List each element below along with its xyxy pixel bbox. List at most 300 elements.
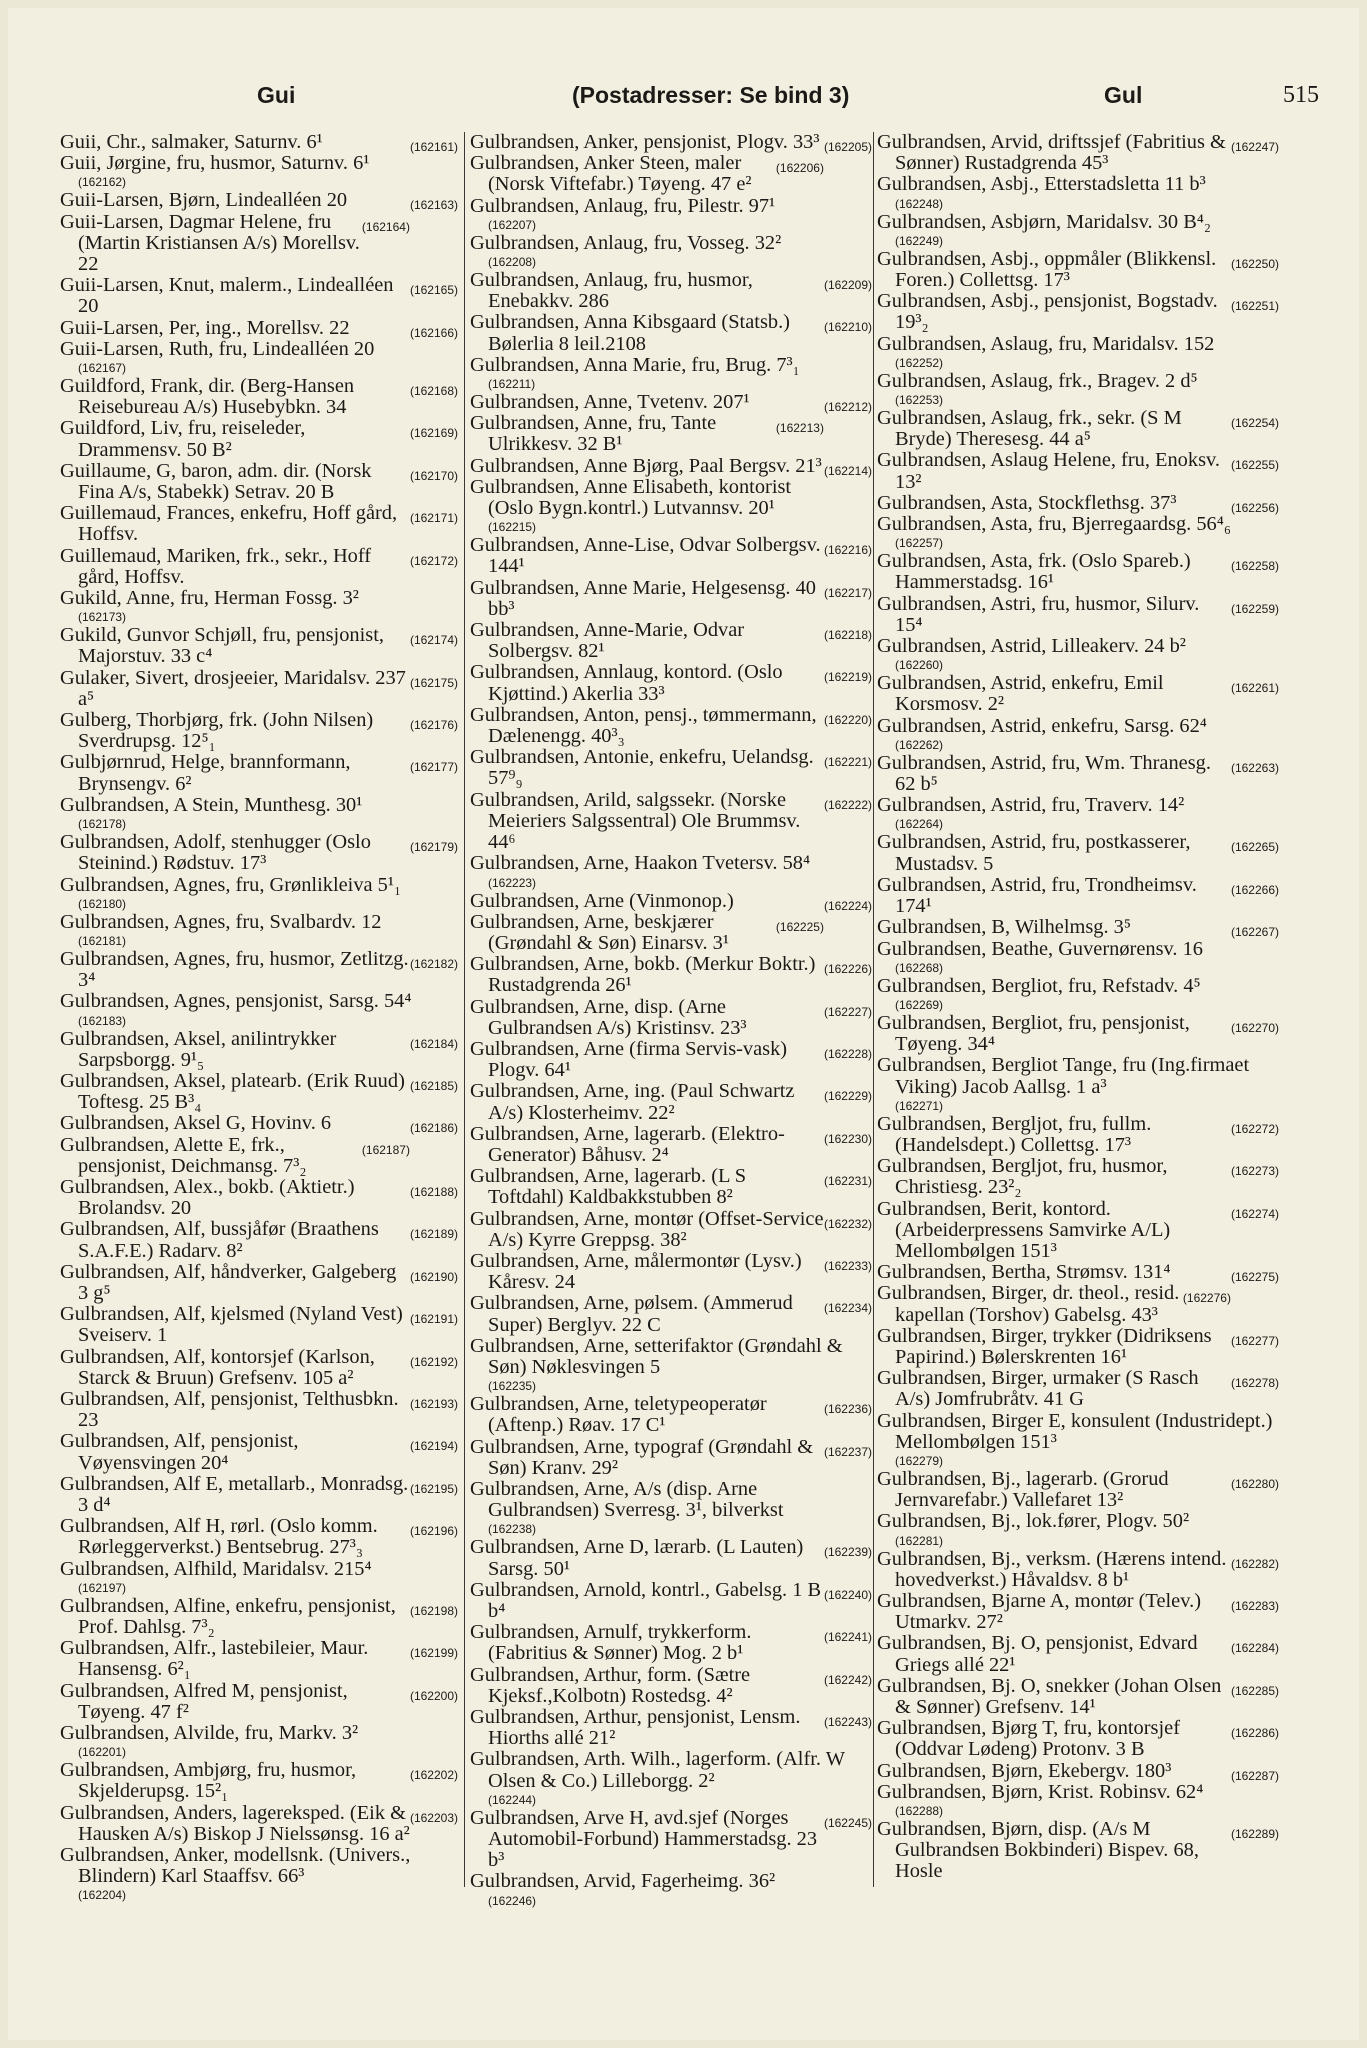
directory-entry <box>470 1871 872 1908</box>
directory-entry <box>877 636 1279 673</box>
entry-text: Gulbrandsen, Alette E, frk., pensjonist, Deichmansg. 7³₂ <box>60 1133 307 1177</box>
entry-code: (162266) <box>1230 882 1279 897</box>
entry-code: (162211) <box>488 377 536 392</box>
directory-entry <box>60 1135 458 1177</box>
entry-text: Gulbrandsen, Astrid, fru, Traverv. 14² <box>877 794 1185 817</box>
entry-code: (162265) <box>1230 840 1279 855</box>
directory-entry <box>877 1676 1279 1718</box>
entry-text: Gulbrandsen, Alf, kjelsmed (Nyland Vest) Sveiserv. 1 <box>60 1303 403 1347</box>
column-divider <box>464 132 465 1887</box>
entry-text: Gulbrandsen, Alf, pensjonist, Telthusbkn. 23 <box>60 1387 399 1432</box>
entry-text: Gulaker, Sivert, drosjeeier, Maridalsv. 237 a⁵ <box>60 666 406 710</box>
entry-code: (162184) <box>409 1036 458 1051</box>
entry-code: (162218) <box>823 628 872 643</box>
entry-code: (162244) <box>488 1792 537 1807</box>
directory-entry <box>60 588 458 625</box>
entry-text: Guildford, Liv, fru, reiseleder, Drammensv. 50 B² <box>60 417 306 461</box>
entry-text: Gulbrandsen, Arne, montør (Offset-Service A/s) Kyrre Greppsg. 38² <box>470 1207 824 1251</box>
entry-text: Gulbrandsen, Bj. O, snekker (Johan Olsen & Sønner) Grefsenv. 14¹ <box>877 1674 1222 1718</box>
entry-text: Gulbrandsen, Aslaug, fru, Maridalsv. 152 <box>877 332 1215 355</box>
entry-text: Gulbrandsen, A Stein, Munthesg. 30¹ <box>60 793 363 816</box>
entry-text: Gulbjørnrud, Helge, brannformann, Brynsengv. 6² <box>60 751 351 795</box>
entry-code: (162171) <box>409 511 458 526</box>
directory-entry <box>877 1055 1279 1113</box>
directory-entry <box>877 594 1279 636</box>
entry-code: (162199) <box>409 1646 458 1661</box>
entry-code: (162169) <box>409 426 458 441</box>
entry-code: (162212) <box>823 400 872 415</box>
directory-entry <box>470 891 872 912</box>
column-2 <box>470 131 872 1908</box>
entry-text: Gulbrandsen, Anlaug, fru, husmor, Enebakkv. 286 <box>470 269 753 313</box>
entry-text: Gulbrandsen, Agnes, fru, husmor, Zetlitzg. 3⁴ <box>60 947 409 992</box>
directory-entry <box>877 1156 1279 1198</box>
entry-text: Gulbrandsen, Arne, beskjærer (Grøndahl & Søn) Einarsv. 3¹ <box>470 910 729 954</box>
directory-entry <box>877 939 1279 976</box>
header-right-guide: Gul <box>1104 82 1143 108</box>
entry-code: (162161) <box>409 140 458 154</box>
entry-text: Gulbrandsen, B, Wilhelmsg. 3⁵ <box>877 916 1131 939</box>
entry-text: Gulbrandsen, Arne, ing. (Paul Schwartz A/s) Klosterheimv. 22² <box>470 1080 795 1124</box>
directory-entry <box>470 196 872 233</box>
entry-text: Gulbrandsen, Aslaug, frk., sekr. (S M Bryde) Theresesg. 44 a⁵ <box>877 407 1182 451</box>
directory-entry <box>877 1368 1279 1410</box>
entry-text: Guillaume, G, baron, adm. dir. (Norsk Fina A/s, Stabekk) Setrav. 20 B <box>60 459 372 504</box>
entry-code: (162187) <box>361 1142 410 1157</box>
directory-entry <box>877 291 1279 333</box>
entry-text: Gulbrandsen, Astrid, enkefru, Emil Korsmosv. 2² <box>877 672 1164 716</box>
entry-code: (162282) <box>1230 1556 1279 1571</box>
directory-entry <box>877 493 1279 514</box>
entry-text: Gulbrandsen, Agnes, fru, Svalbardv. 12 <box>60 910 382 933</box>
entry-code: (162273) <box>1230 1164 1279 1179</box>
entry-text: Gulbrandsen, Arth. Wilh., lagerform. (Alfr. W Olsen & Co.) Lilleborgg. 2² <box>470 1748 845 1792</box>
directory-entry <box>60 1516 458 1558</box>
entry-code: (162251) <box>1230 299 1279 314</box>
entry-code: (162216) <box>823 543 872 558</box>
entry-text: Gulbrandsen, Arvid, driftssjef (Fabritius & Sønner) Rustadgrenda 45³ <box>877 131 1226 175</box>
entry-text: Gulbrandsen, Astrid, fru, Wm. Thranesg. 62 b⁵ <box>877 751 1211 796</box>
entry-code: (162193) <box>409 1396 458 1411</box>
entry-text: Gulbrandsen, Arnold, kontrl., Gabelsg. 1 B b⁴ <box>470 1578 822 1622</box>
entry-text: Gulbrandsen, Arne, pølsem. (Ammerud Super) Berglyv. 22 C <box>470 1292 793 1336</box>
entry-text: Gulbrandsen, Annlaug, kontord. (Oslo Kjøttind.) Akerlia 33³ <box>470 661 783 705</box>
entry-code: (162163) <box>409 198 458 213</box>
directory-entry <box>60 1760 458 1802</box>
entry-code: (162226) <box>823 962 872 977</box>
directory-entry <box>877 371 1279 408</box>
entry-text: Gulbrandsen, Alvilde, fru, Markv. 3² <box>60 1722 359 1745</box>
directory-entry <box>60 1681 458 1723</box>
directory-entry <box>877 1782 1279 1819</box>
entry-text: Gulbrandsen, Berit, kontord. (Arbeiderpressens Samvirke A/L) Mellombølgen 151³ <box>877 1197 1171 1262</box>
directory-entry <box>60 1029 458 1071</box>
entry-code: (162278) <box>1230 1376 1279 1391</box>
entry-code: (162223) <box>488 875 537 890</box>
entry-code: (162173) <box>78 610 127 625</box>
entry-text: Gulbrandsen, Bj., lagerarb. (Grorud Jernvarefabr.) Vallefaret 13² <box>877 1467 1169 1512</box>
directory-entry <box>60 1723 458 1760</box>
directory-entry <box>60 795 458 832</box>
entry-code: (162242) <box>823 1672 872 1687</box>
directory-entry <box>877 334 1279 371</box>
directory-entry <box>470 1293 872 1335</box>
directory-entry <box>877 673 1279 715</box>
directory-entry <box>60 1803 458 1845</box>
entry-code: (162248) <box>895 196 944 211</box>
entry-text: Gulbrandsen, Astrid, fru, Trondheimsv. 174¹ <box>877 873 1197 918</box>
entry-code: (162285) <box>1230 1683 1279 1698</box>
directory-entry <box>877 1411 1279 1469</box>
entry-text: Gulbrandsen, Birger, urmaker (S Rasch A/s) Jomfrubråtv. 41 G <box>877 1367 1199 1411</box>
entry-code: (162261) <box>1230 681 1279 696</box>
header-postal-note: (Postadresser: Se bind 3) <box>572 82 850 108</box>
entry-code: (162258) <box>1230 559 1279 574</box>
entry-text: Gukild, Anne, fru, Herman Fossg. 3² <box>60 587 359 610</box>
entry-text: Gulbrandsen, Arthur, form. (Sætre Kjeksf.,Kolbotn) Rostedsg. 4² <box>470 1663 751 1707</box>
entry-text: Gulbrandsen, Bjørn, Krist. Robinsv. 62⁴ <box>877 1780 1204 1803</box>
directory-entry <box>877 1283 1279 1325</box>
entry-text: Gulbrandsen, Arne, bokb. (Merkur Boktr.) Rustadgrenda 26¹ <box>470 953 816 997</box>
directory-entry <box>470 535 872 577</box>
entry-text: Gulbrandsen, Agnes, fru, Grønlikleiva 5¹₁ <box>60 873 402 896</box>
directory-entry <box>470 1336 872 1394</box>
entry-code: (162191) <box>409 1312 458 1327</box>
entry-text: Guii-Larsen, Bjørn, Lindealléen 20 <box>60 189 348 212</box>
directory-entry <box>60 132 458 153</box>
directory-entry <box>877 875 1279 917</box>
directory-entry <box>877 1013 1279 1055</box>
directory-entry <box>877 1549 1279 1591</box>
entry-text: Gulbrandsen, Astrid, enkefru, Sarsg. 62⁴ <box>877 714 1207 737</box>
entry-text: Gulbrandsen, Aksel, platearb. (Erik Ruud) Toftesg. 25 B³₄ <box>60 1069 405 1114</box>
entry-text: Gulbrandsen, Bjarne A, montør (Telev.) Utmarkv. 27² <box>877 1589 1201 1634</box>
entry-text: Gulbrandsen, Arne D, lærarb. (L Lauten) Sarsg. 50¹ <box>470 1536 804 1580</box>
directory-entry <box>470 1580 872 1622</box>
entry-code: (162174) <box>409 633 458 648</box>
directory-entry <box>60 275 458 317</box>
entry-code: (162164) <box>361 219 410 234</box>
entry-code: (162208) <box>488 255 537 270</box>
directory-entry <box>60 1177 458 1219</box>
directory-entry <box>470 912 872 954</box>
entry-code: (162180) <box>78 896 127 911</box>
entry-code: (162237) <box>823 1444 872 1459</box>
entry-text: Gulbrandsen, Aslaug, frk., Bragev. 2 d⁵ <box>877 369 1198 392</box>
directory-entry <box>877 753 1279 795</box>
directory-entry <box>60 190 458 211</box>
directory-entry <box>877 174 1279 211</box>
entry-code: (162274) <box>1230 1206 1279 1221</box>
directory-entry <box>470 1081 872 1123</box>
entry-text: Gulbrandsen, Anne Elisabeth, kontorist (Oslo Bygn.kontrl.) Lutvannsv. 20¹ <box>470 475 792 520</box>
directory-entry <box>877 1761 1279 1782</box>
entry-code: (162210) <box>823 320 872 335</box>
entry-text: Gulbrandsen, Anker, modellsnk. (Univers., Blindern) Karl Staaffsv. 66³ <box>60 1844 411 1888</box>
directory-entry <box>877 450 1279 492</box>
entry-code: (162166) <box>409 325 458 340</box>
entry-code: (162280) <box>1230 1476 1279 1491</box>
entry-code: (162177) <box>409 760 458 775</box>
entry-text: Gulbrandsen, Bj., verksm. (Hærens intend. hovedverkst.) Håvaldsv. 8 b¹ <box>877 1547 1227 1591</box>
entry-text: Gulbrandsen, Anlaug, fru, Pilestr. 97¹ <box>470 194 776 217</box>
entry-text: Gulbrandsen, Anker Steen, maler (Norsk Viftefabr.) Tøyeng. 47 e² <box>470 152 752 196</box>
directory-entry <box>60 546 458 588</box>
entry-code: (162229) <box>823 1089 872 1104</box>
directory-entry <box>60 1304 458 1346</box>
directory-entry <box>470 1437 872 1479</box>
entry-text: Gulbrandsen, Anna Kibsgaard (Statsb.) Bølerlia 8 leil.2108 <box>470 311 790 355</box>
entry-code: (162170) <box>409 468 458 483</box>
entry-code: (162224) <box>823 898 872 913</box>
directory-entry <box>470 270 872 312</box>
entry-text: Gulbrandsen, Arne, setterifaktor (Grøndahl & Søn) Nøklesvingen 5 <box>470 1334 843 1378</box>
directory-entry <box>877 1591 1279 1633</box>
entry-text: Gulbrandsen, Alfred M, pensjonist, Tøyeng. 47 f² <box>60 1679 348 1723</box>
entry-code: (162228) <box>823 1046 872 1061</box>
entry-code: (162259) <box>1230 601 1279 616</box>
entry-code: (162264) <box>895 817 944 832</box>
directory-entry <box>470 1749 872 1807</box>
directory-entry <box>470 997 872 1039</box>
directory-entry <box>877 1819 1279 1883</box>
directory-entry <box>470 620 872 662</box>
directory-entry <box>60 1638 458 1680</box>
entry-code: (162252) <box>895 355 944 370</box>
entry-code: (162204) <box>78 1888 127 1903</box>
entry-text: Gulbrandsen, Bertha, Strømsv. 131⁴ <box>877 1261 1171 1284</box>
directory-entry <box>877 795 1279 832</box>
entry-code: (162185) <box>409 1078 458 1093</box>
entry-code: (162209) <box>823 278 872 293</box>
entry-code: (162256) <box>1230 500 1279 515</box>
directory-entry <box>470 153 872 195</box>
directory-entry <box>60 1596 458 1638</box>
directory-entry <box>60 991 458 1028</box>
directory-entry <box>60 875 458 912</box>
entry-text: Gulbrandsen, Asbjørn, Maridalsv. 30 B⁴₂ <box>877 210 1212 233</box>
column-1 <box>60 131 458 1903</box>
entry-text: Gulbrandsen, Anne-Marie, Odvar Solbergsv. 82¹ <box>470 619 745 663</box>
entry-code: (162289) <box>1230 1827 1279 1842</box>
directory-entry <box>877 1262 1279 1283</box>
entry-code: (162286) <box>1230 1726 1279 1741</box>
directory-entry <box>60 1262 458 1304</box>
entry-code: (162232) <box>823 1216 872 1231</box>
directory-entry <box>470 578 872 620</box>
entry-code: (162255) <box>1230 458 1279 473</box>
directory-entry <box>60 1219 458 1261</box>
entry-code: (162277) <box>1230 1333 1279 1348</box>
entry-code: (162272) <box>1230 1121 1279 1136</box>
page-number: 515 <box>1283 82 1319 108</box>
entry-text: Gukild, Gunvor Schjøll, fru, pensjonist, Majorstuv. 33 c⁴ <box>60 624 384 668</box>
entry-code: (162222) <box>823 797 872 812</box>
entry-code: (162250) <box>1230 256 1279 271</box>
directory-entry <box>877 514 1279 551</box>
entry-text: Gulbrandsen, Anne Bjørg, Paal Bergsv. 21³ <box>470 454 822 477</box>
entry-text: Gulbrandsen, Arne, Haakon Tvetersv. 58⁴ <box>470 852 811 875</box>
entry-code: (162260) <box>895 658 944 673</box>
entry-code: (162268) <box>895 960 944 975</box>
entry-text: Gulbrandsen, Anlaug, fru, Vosseg. 32² <box>470 231 782 254</box>
entry-text: Gulbrandsen, Arnulf, trykkerform. (Fabritius & Sønner) Mog. 2 b¹ <box>470 1621 752 1665</box>
entry-code: (162271) <box>895 1098 944 1113</box>
directory-entry <box>470 747 872 789</box>
entry-text: Gulbrandsen, Asbj., oppmåler (Blikkensl. Foren.) Collettsg. 17³ <box>877 247 1217 292</box>
directory-entry <box>470 132 872 153</box>
entry-code: (162192) <box>409 1354 458 1369</box>
entry-text: Gulbrandsen, Bjørg T, fru, kontorsjef (Oddvar Lødeng) Protonv. 3 B <box>877 1717 1180 1761</box>
entry-code: (162186) <box>409 1121 458 1136</box>
entry-text: Gulbrandsen, Arthur, pensjonist, Lensm. Hiorths allé 21² <box>470 1706 801 1750</box>
entry-code: (162267) <box>1230 925 1279 940</box>
entry-text: Gulbrandsen, Birger, trykker (Didriksens Papirind.) Bølerskrenten 16¹ <box>877 1324 1212 1368</box>
entry-text: Gulbrandsen, Arve H, avd.sjef (Norges Automobil-Forbund) Hammerstadsg. 23 b³ <box>470 1806 818 1872</box>
directory-entry <box>877 716 1279 753</box>
directory-entry <box>470 1808 872 1872</box>
entry-text: Gulbrandsen, Bjørn, disp. (A/s M Gulbrandsen Bokbinderi) Bispev. 68, Hosle <box>877 1818 1199 1883</box>
entry-text: Gulbrandsen, Astrid, fru, postkasserer, Mustadsv. 5 <box>877 831 1191 875</box>
entry-code: (162188) <box>409 1184 458 1199</box>
entry-text: Gulbrandsen, Alf, bussjåfør (Braathens S.A.F.E.) Radarv. 8² <box>60 1218 379 1262</box>
entry-code: (162206) <box>775 161 824 176</box>
entry-code: (162275) <box>1230 1270 1279 1285</box>
entry-code: (162243) <box>823 1715 872 1730</box>
entry-code: (162225) <box>775 919 824 934</box>
directory-entry <box>877 1326 1279 1368</box>
directory-entry <box>470 233 872 270</box>
entry-code: (162175) <box>409 675 458 690</box>
directory-entry <box>470 1707 872 1749</box>
directory-entry <box>470 1622 872 1664</box>
directory-entry <box>877 832 1279 874</box>
entry-code: (162178) <box>78 817 127 832</box>
entry-code: (162234) <box>823 1301 872 1316</box>
entry-code: (162196) <box>409 1524 458 1539</box>
entry-code: (162246) <box>488 1893 537 1908</box>
entry-text: Gulbrandsen, Beathe, Guvernørensv. 16 <box>877 937 1203 960</box>
directory-entry <box>877 212 1279 249</box>
directory-entry <box>470 392 872 413</box>
directory-entry <box>877 1469 1279 1511</box>
entry-text: Gulbrandsen, Arne, typograf (Grøndahl & Søn) Kranv. 29² <box>470 1435 814 1479</box>
entry-code: (162288) <box>895 1804 944 1819</box>
entry-text: Gulbrandsen, Bj., lok.fører, Plogv. 50² <box>877 1510 1190 1533</box>
entry-code: (162253) <box>895 393 944 408</box>
directory-entry <box>60 1845 458 1903</box>
entry-text: Gulbrandsen, Bergliot, fru, Refstadv. 4⁵ <box>877 974 1201 997</box>
directory-entry <box>470 1665 872 1707</box>
entry-text: Gulbrandsen, Anne-Lise, Odvar Solbergsv. 144¹ <box>470 534 821 578</box>
entry-text: Guii-Larsen, Ruth, fru, Lindealléen 20 <box>60 337 375 360</box>
entry-code: (162205) <box>823 140 872 154</box>
entry-text: Gulbrandsen, Arne (firma Servis-vask) Plogv. 64¹ <box>470 1037 788 1082</box>
entry-code: (162189) <box>409 1227 458 1242</box>
entry-code: (162181) <box>78 933 127 948</box>
entry-code: (162197) <box>78 1580 127 1595</box>
column-3 <box>877 132 1279 1882</box>
entry-text: Gulbrandsen, Ambjørg, fru, husmor, Skjelderupsg. 15²₁ <box>60 1759 357 1803</box>
entry-code: (162238) <box>488 1522 537 1537</box>
entry-text: Gulbrandsen, Asta, fru, Bjerregaardsg. 56⁴₆ <box>877 513 1231 536</box>
header-left-guide: Gui <box>257 82 296 108</box>
entry-text: Gulbrandsen, Arne, teletypeoperatør (Aftenp.) Røav. 17 C¹ <box>470 1393 767 1437</box>
entry-code: (162239) <box>823 1545 872 1560</box>
entry-text: Gulbrandsen, Alf, håndverker, Galgeberg 3 g⁵ <box>60 1260 397 1304</box>
entry-text: Gulbrandsen, Bj. O, pensjonist, Edvard Griegs allé 22¹ <box>877 1632 1198 1676</box>
entry-code: (162287) <box>1230 1768 1279 1783</box>
entry-code: (162283) <box>1230 1598 1279 1613</box>
entry-code: (162202) <box>409 1768 458 1783</box>
entry-text: Gulbrandsen, Alfhild, Maridalsv. 215⁴ <box>60 1557 372 1580</box>
directory-entry <box>877 408 1279 450</box>
directory-entry <box>60 318 458 339</box>
entry-code: (162176) <box>409 718 458 733</box>
directory-entry <box>877 1718 1279 1760</box>
directory-entry <box>877 132 1279 174</box>
entry-code: (162245) <box>823 1815 872 1830</box>
entry-code: (162179) <box>409 840 458 855</box>
entry-text: Gulbrandsen, Asta, Stockflethsg. 37³ <box>877 491 1177 514</box>
directory-entry <box>60 418 458 460</box>
entry-text: Gulbrandsen, Birger E, konsulent (Industridept.) Mellombølgen 151³ <box>877 1409 1273 1453</box>
directory-entry <box>877 917 1279 938</box>
directory-entry <box>60 625 458 667</box>
entry-code: (162217) <box>823 585 872 600</box>
directory-entry <box>60 832 458 874</box>
entry-code: (162214) <box>823 463 872 478</box>
entry-text: Gulbrandsen, Arne, lagerarb. (L S Toftdahl) Kaldbakkstubben 8² <box>470 1165 747 1209</box>
entry-code: (162284) <box>1230 1641 1279 1656</box>
directory-entry <box>60 153 458 190</box>
directory-entry <box>60 912 458 949</box>
entry-code: (162276) <box>1182 1291 1231 1306</box>
directory-entry <box>60 339 458 376</box>
entry-text: Gulbrandsen, Anna Marie, fru, Brug. 7³₁ <box>470 353 800 376</box>
entry-text: Gulbrandsen, Alfine, enkefru, pensjonist, Prof. Dahlsg. 7³₂ <box>60 1594 396 1638</box>
directory-entry <box>60 212 458 276</box>
entry-text: Gulbrandsen, Arne, lagerarb. (Elektro-Generator) Båhusv. 2⁴ <box>470 1122 785 1166</box>
column-divider <box>873 132 874 1887</box>
entry-code: (162227) <box>823 1004 872 1019</box>
entry-text: Gulbrandsen, Adolf, stenhugger (Oslo Steinind.) Rødstuv. 17³ <box>60 831 371 875</box>
entry-text: Gulbrandsen, Alf E, metallarb., Monradsg. 3 d⁴ <box>60 1472 409 1516</box>
entry-code: (162236) <box>823 1402 872 1417</box>
entry-text: Gulbrandsen, Anton, pensj., tømmermann, Dælenengg. 40³₃ <box>470 703 817 748</box>
entry-text: Gulbrandsen, Asbj., pensjonist, Bogstadv. 19³₂ <box>877 290 1218 334</box>
page-header <box>52 82 1327 118</box>
entry-text: Gulbrandsen, Alf, kontorsjef (Karlson, Starck & Bruun) Grefsenv. 105 a² <box>60 1345 375 1389</box>
entry-code: (162207) <box>488 217 537 232</box>
entry-code: (162247) <box>1230 140 1279 154</box>
directory-entry <box>470 1479 872 1537</box>
entry-text: Gulbrandsen, Arne (Vinmonop.) <box>470 889 734 912</box>
entry-text: Gulbrandsen, Bjørn, Ekebergv. 180³ <box>877 1759 1172 1782</box>
entry-text: Gulbrandsen, Alex., bokb. (Aktietr.) Brolandsv. 20 <box>60 1175 355 1220</box>
entry-code: (162281) <box>895 1533 944 1548</box>
directory-entry <box>470 477 872 535</box>
entry-code: (162183) <box>78 1013 127 1028</box>
directory-entry <box>470 1124 872 1166</box>
directory-entry <box>470 1209 872 1251</box>
directory-entry <box>60 461 458 503</box>
entry-text: Gulbrandsen, Anne, Tvetenv. 207¹ <box>470 391 750 414</box>
entry-text: Gulberg, Thorbjørg, frk. (John Nilsen) Sverdrupsg. 12⁵₁ <box>60 709 374 753</box>
entry-code: (162162) <box>78 175 127 190</box>
entry-code: (162167) <box>78 361 127 376</box>
entry-text: Gulbrandsen, Alf H, rørl. (Oslo komm. Rørleggerverkst.) Bentsebrug. 27³₃ <box>60 1515 378 1559</box>
